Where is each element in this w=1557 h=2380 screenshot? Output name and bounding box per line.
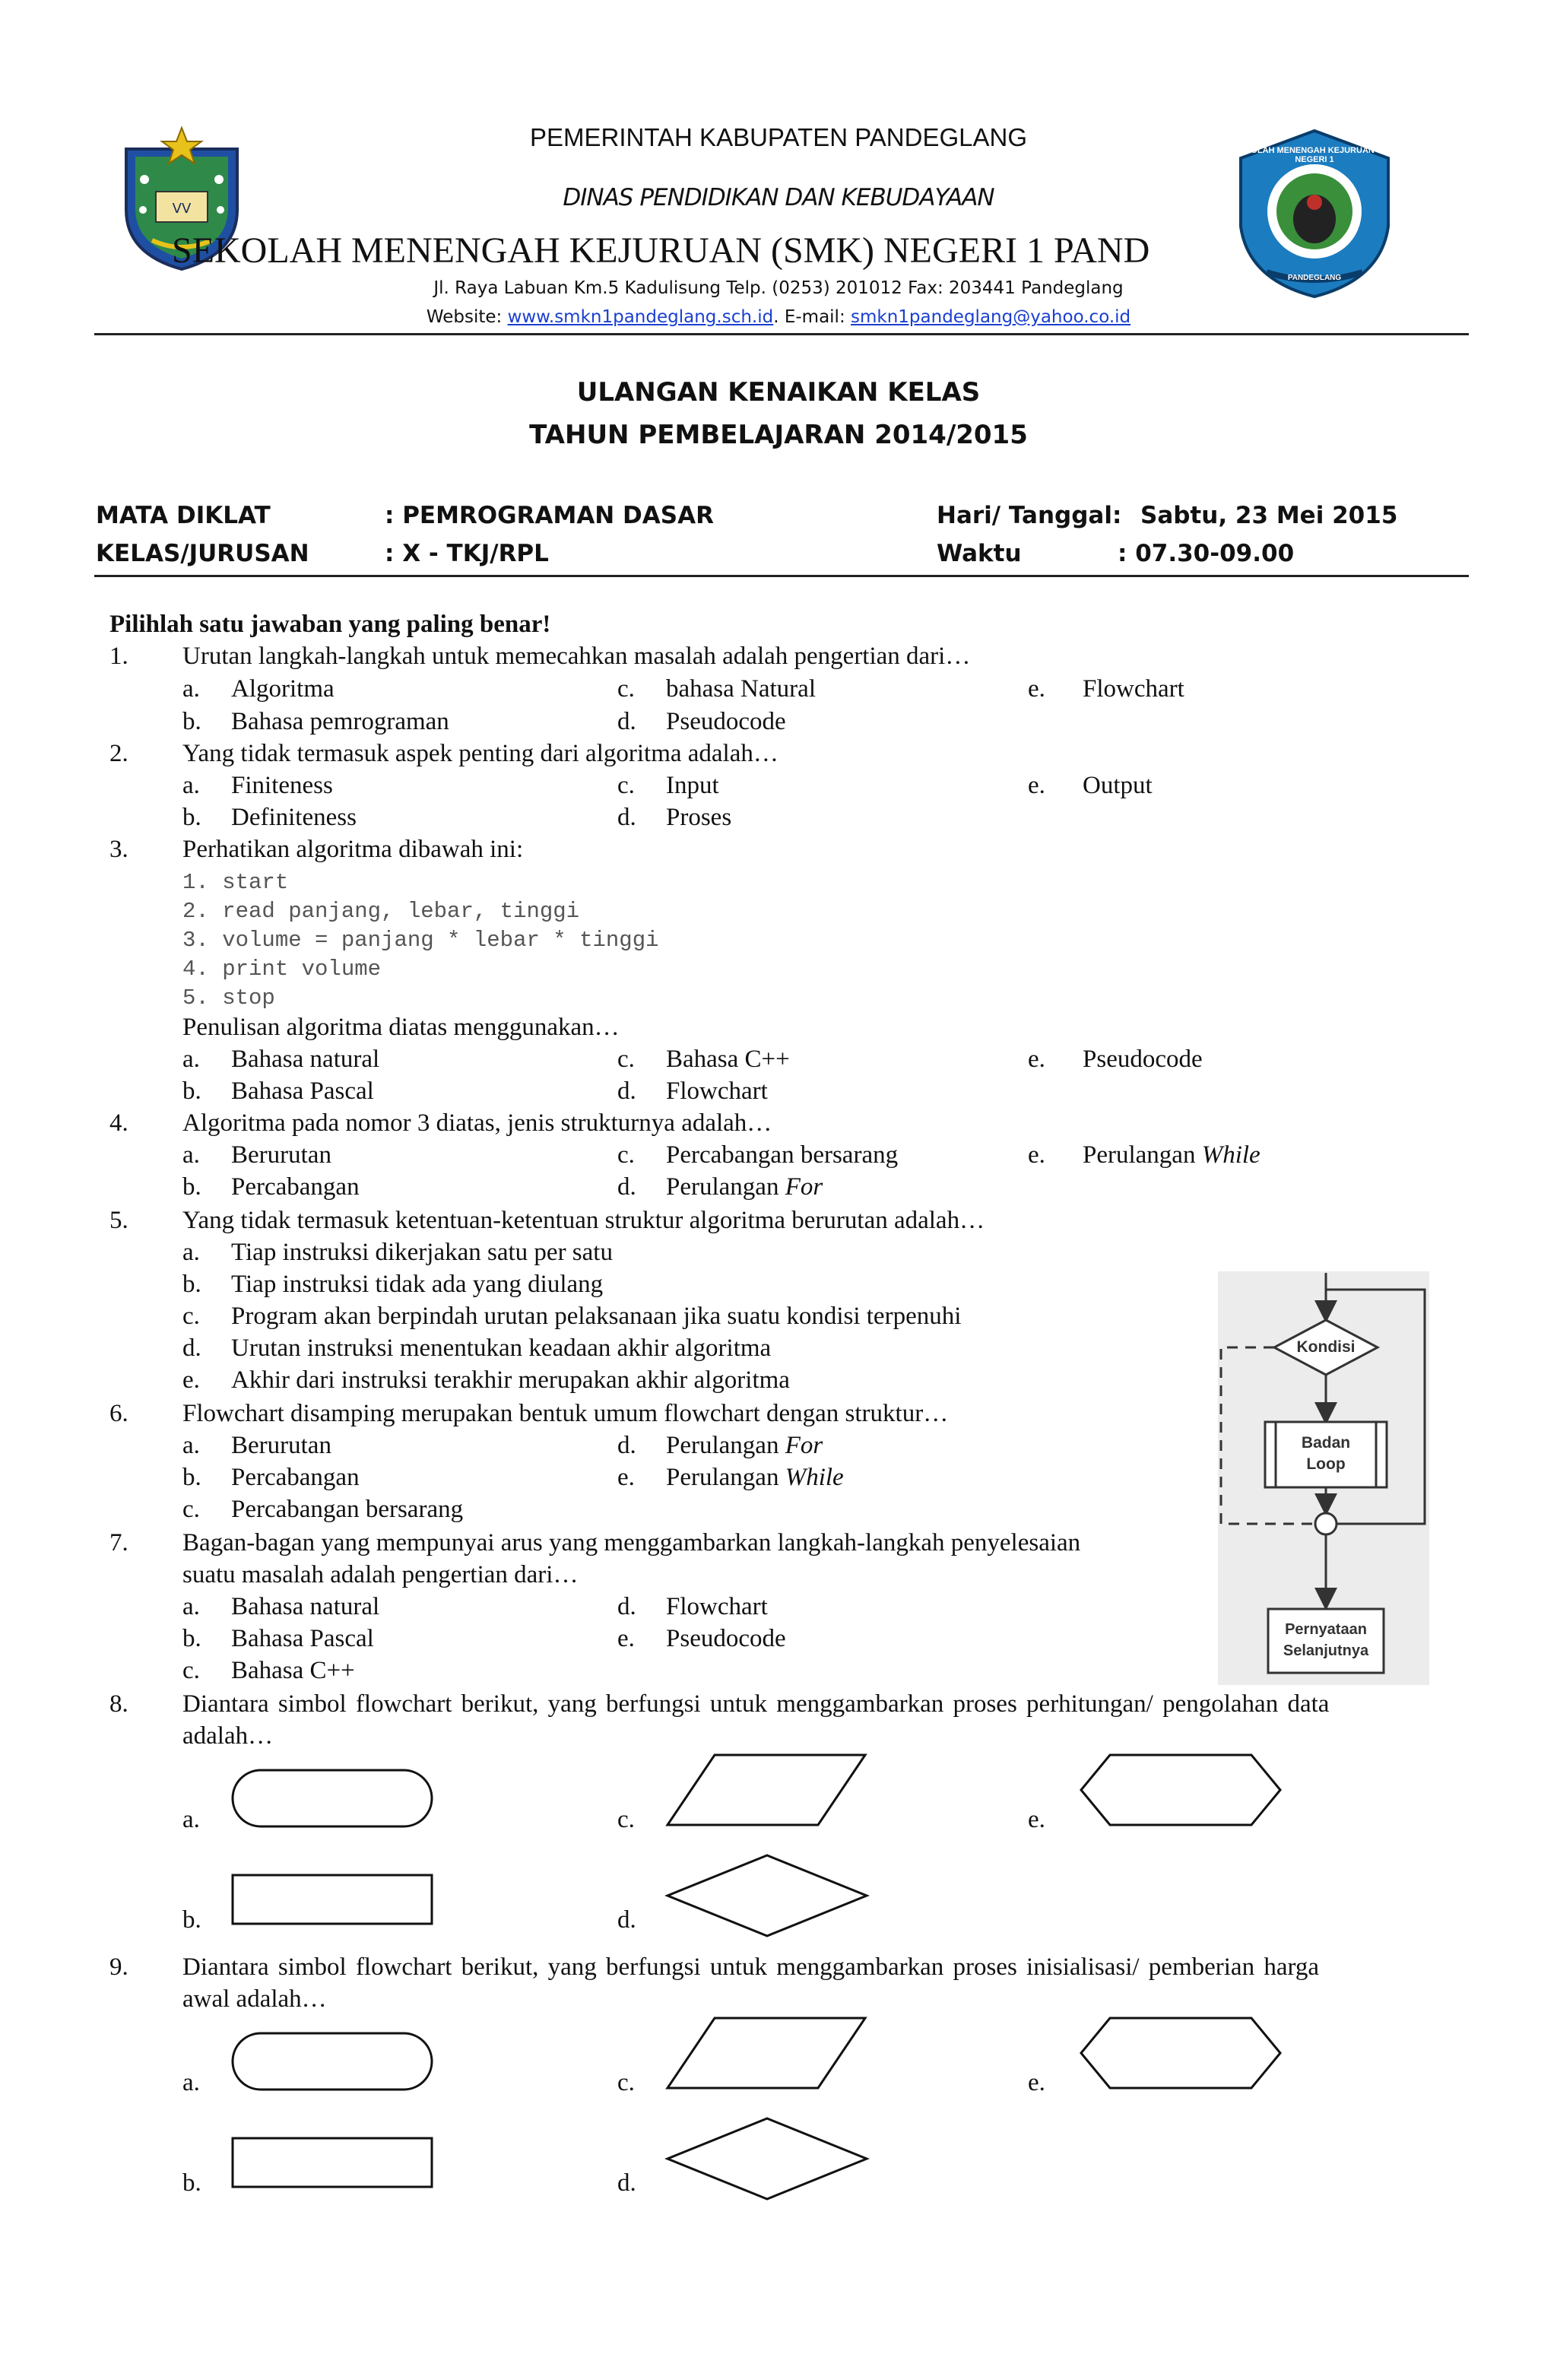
loop-flowchart [1218, 1271, 1429, 1685]
question-text: Urutan langkah-langkah untuk memecahkan masalah adalah pengertian dari… [182, 643, 971, 670]
question-text: Yang tidak termasuk aspek penting dari algoritma adalah… [182, 740, 778, 767]
class-label: KELAS/JURUSAN [96, 540, 309, 567]
option-letter: d. [617, 804, 636, 831]
logo-right [1229, 128, 1400, 300]
option-a: Finiteness [231, 772, 333, 799]
option-d [666, 1430, 823, 1461]
option-letter: b. [182, 2169, 201, 2197]
option-letter: c. [182, 1657, 200, 1684]
option-letter: e. [1028, 772, 1045, 799]
option-letter: b. [182, 804, 201, 831]
connector-circle [1315, 1513, 1337, 1534]
option-letter: c. [617, 772, 635, 799]
option-a: Tiap instruksi dikerjakan satu per satu [231, 1239, 613, 1266]
process-rectangle-symbol [231, 1874, 433, 1927]
option-d-italic: For [785, 1432, 823, 1459]
option-letter: c. [182, 1303, 200, 1330]
time-value: : 07.30-09.00 [1118, 540, 1295, 567]
option-letter: c. [617, 1046, 635, 1073]
option-a: Bahasa natural [231, 1593, 380, 1620]
option-letter: d. [617, 1077, 636, 1105]
logo-right-text-bottom: PANDEGLANG [1287, 274, 1342, 282]
exam-title: ULANGAN KENAIKAN KELAS [576, 377, 981, 408]
option-letter: e. [1028, 1046, 1045, 1073]
question-number: 5. [109, 1207, 128, 1234]
flowchart-next-label-1: Pernyataan [1285, 1621, 1367, 1638]
option-d [666, 1171, 823, 1203]
question-number: 4. [109, 1109, 128, 1137]
exam-year: TAHUN PEMBELAJARAN 2014/2015 [529, 420, 1028, 450]
option-letter: d. [182, 1334, 201, 1362]
question-number: 1. [109, 643, 128, 670]
option-e: Flowchart [1083, 675, 1184, 703]
option-e [666, 1461, 844, 1493]
option-d-text: Perulangan [666, 1432, 785, 1459]
option-e-italic: While [785, 1464, 844, 1491]
parallelogram-symbol [666, 2017, 868, 2090]
question-text-2: Penulisan algoritma diatas menggunakan… [182, 1014, 620, 1041]
option-letter: a. [182, 1432, 200, 1459]
option-letter: c. [617, 2069, 635, 2096]
option-b: Percabangan [231, 1464, 360, 1491]
option-b: Percabangan [231, 1173, 360, 1201]
option-a: Berurutan [231, 1432, 331, 1459]
option-letter: b. [182, 1077, 201, 1105]
option-c: Bahasa C++ [231, 1657, 355, 1684]
instruction: Pilihlah satu jawaban yang paling benar! [109, 611, 551, 638]
option-d: Flowchart [666, 1593, 768, 1620]
option-a: Bahasa natural [231, 1046, 380, 1073]
option-letter: d. [617, 1593, 636, 1620]
option-letter: a. [182, 1239, 200, 1266]
logo-right-text-top: SEKOLAH MENENGAH KEJURUAN SMK NEGERI 1 [1233, 146, 1396, 164]
flowchart-body-label-1: Badan [1301, 1434, 1351, 1452]
option-letter: b. [182, 1906, 201, 1934]
question-number: 8. [109, 1690, 128, 1718]
hexagon-symbol [1080, 2017, 1282, 2090]
option-e: Akhir dari instruksi terakhir merupakan akhir algoritma [231, 1366, 790, 1394]
option-c: Bahasa C++ [666, 1046, 790, 1073]
loop-body-box [1265, 1422, 1387, 1487]
option-letter: e. [1028, 2069, 1045, 2096]
flowchart-next-label-2: Selanjutnya [1283, 1642, 1369, 1659]
decision-diamond-symbol [666, 2117, 868, 2201]
option-letter: d. [617, 708, 636, 735]
option-d-text: Perulangan [666, 1173, 785, 1201]
parallelogram-symbol [666, 1753, 868, 1826]
option-b: Definiteness [231, 804, 357, 831]
option-letter: a. [182, 772, 200, 799]
option-letter: b. [182, 1173, 201, 1201]
flowchart-condition-label: Kondisi [1296, 1338, 1356, 1356]
option-c: bahasa Natural [666, 675, 816, 703]
option-b: Bahasa Pascal [231, 1077, 374, 1105]
option-letter: c. [617, 1141, 635, 1169]
question-text: Bagan-bagan yang mempunyai arus yang menggambarkan langkah-langkah penyelesaian [182, 1529, 1081, 1557]
email-link[interactable]: smkn1pandeglang@yahoo.co.id [851, 307, 1131, 327]
question-text: Diantara simbol flowchart berikut, yang berfungsi untuk menggambarkan proses inisialisasi/ pemberian harga [182, 1953, 1320, 1981]
option-e-text: Perulangan [666, 1464, 785, 1491]
option-d: Urutan instruksi menentukan keadaan akhir algoritma [231, 1334, 772, 1362]
header-divider [94, 333, 1469, 335]
option-letter: a. [182, 675, 200, 703]
option-letter: e. [182, 1366, 200, 1394]
option-b: Bahasa pemrograman [231, 708, 449, 735]
question-text-2: suatu masalah adalah pengertian dari… [182, 1561, 579, 1588]
option-e: Output [1083, 772, 1153, 799]
option-letter: d. [617, 1432, 636, 1459]
option-letter: a. [182, 1046, 200, 1073]
option-letter: e. [1028, 675, 1045, 703]
option-e [1083, 1139, 1261, 1171]
option-c: Input [666, 772, 719, 799]
process-rectangle-symbol [231, 2137, 433, 2190]
question-text: Algoritma pada nomor 3 diatas, jenis strukturnya adalah… [182, 1109, 772, 1137]
option-d: Pseudocode [666, 708, 786, 735]
option-letter: d. [617, 1906, 636, 1934]
option-letter: a. [182, 1806, 200, 1833]
time-label: Waktu [937, 540, 1022, 567]
next-statement-box [1268, 1609, 1384, 1673]
question-text: Yang tidak termasuk ketentuan-ketentuan struktur algoritma berurutan adalah… [182, 1207, 985, 1234]
terminator-symbol [231, 2032, 433, 2091]
question-text: Flowchart disamping merupakan bentuk umum flowchart dengan struktur… [182, 1400, 949, 1427]
option-letter: e. [1028, 1806, 1045, 1833]
option-c: Percabangan bersarang [231, 1496, 464, 1523]
school-address: Jl. Raya Labuan Km.5 Kadulisung Telp. (0253) 201012 Fax: 203441 Pandeglang [433, 278, 1124, 298]
info-divider [94, 575, 1469, 577]
day-label: Hari/ Tanggal: [937, 502, 1122, 529]
question-number: 9. [109, 1953, 128, 1981]
option-a: Berurutan [231, 1141, 331, 1169]
option-letter: d. [617, 2169, 636, 2197]
question-number: 2. [109, 740, 128, 767]
website-label: Website: [426, 307, 508, 327]
option-e-text: Perulangan [1083, 1141, 1202, 1169]
question-number: 7. [109, 1529, 128, 1557]
option-c: Percabangan bersarang [666, 1141, 899, 1169]
code-line: 5. stop [182, 985, 275, 1011]
option-letter: b. [182, 1464, 201, 1491]
option-letter: d. [617, 1173, 636, 1201]
school-name: SEKOLAH MENENGAH KEJURUAN (SMK) NEGERI 1 PAND [172, 230, 1150, 271]
option-e: Pseudocode [666, 1625, 786, 1652]
subject-label: MATA DIKLAT [96, 502, 271, 529]
option-letter: c. [182, 1496, 200, 1523]
option-a: Algoritma [231, 675, 335, 703]
option-letter: a. [182, 2069, 200, 2096]
option-letter: b. [182, 1625, 201, 1652]
option-e-italic: While [1201, 1141, 1261, 1169]
hexagon-symbol [1080, 1753, 1282, 1826]
option-d: Proses [666, 804, 732, 831]
option-letter: b. [182, 1271, 201, 1298]
option-letter: c. [617, 675, 635, 703]
option-b: Bahasa Pascal [231, 1625, 374, 1652]
option-letter: e. [1028, 1141, 1045, 1169]
option-letter: a. [182, 1141, 200, 1169]
option-letter: c. [617, 1806, 635, 1833]
option-d: Flowchart [666, 1077, 768, 1105]
decision-diamond-symbol [666, 1854, 868, 1937]
option-letter: b. [182, 708, 201, 735]
class-value: : X - TKJ/RPL [385, 540, 549, 567]
option-b: Tiap instruksi tidak ada yang diulang [231, 1271, 604, 1298]
svg-text:ᐯᐯ: ᐯᐯ [172, 201, 192, 216]
option-letter: e. [617, 1625, 635, 1652]
email-label: . E-mail: [773, 307, 851, 327]
code-line: 3. volume = panjang * lebar * tinggi [182, 928, 659, 953]
option-d-italic: For [785, 1173, 823, 1201]
subject-value: : PEMROGRAMAN DASAR [385, 502, 714, 529]
option-c: Program akan berpindah urutan pelaksanaan jika suatu kondisi terpenuhi [231, 1303, 962, 1330]
question-text-2: awal adalah… [182, 1985, 327, 2013]
option-letter: a. [182, 1593, 200, 1620]
code-line: 4. print volume [182, 957, 382, 982]
question-text-2: adalah… [182, 1722, 274, 1750]
code-line: 1. start [182, 870, 289, 895]
school-contact [0, 307, 1557, 327]
header-line2: DINAS PENDIDIKAN DAN KEBUDAYAAN [563, 184, 994, 211]
terminator-symbol [231, 1769, 433, 1828]
question-number: 6. [109, 1400, 128, 1427]
question-number: 3. [109, 836, 128, 863]
option-letter: e. [617, 1464, 635, 1491]
option-e: Pseudocode [1083, 1046, 1203, 1073]
code-line: 2. read panjang, lebar, tinggi [182, 899, 580, 924]
flowchart-body-label-2: Loop [1306, 1455, 1346, 1473]
question-text: Diantara simbol flowchart berikut, yang berfungsi untuk menggambarkan proses perhitungan/ pengolahan data [182, 1690, 1330, 1718]
day-value: Sabtu, 23 Mei 2015 [1140, 502, 1398, 529]
question-text: Perhatikan algoritma dibawah ini: [182, 836, 524, 863]
website-link[interactable]: www.smkn1pandeglang.sch.id [507, 307, 774, 327]
header-line1: PEMERINTAH KABUPATEN PANDEGLANG [529, 123, 1027, 151]
